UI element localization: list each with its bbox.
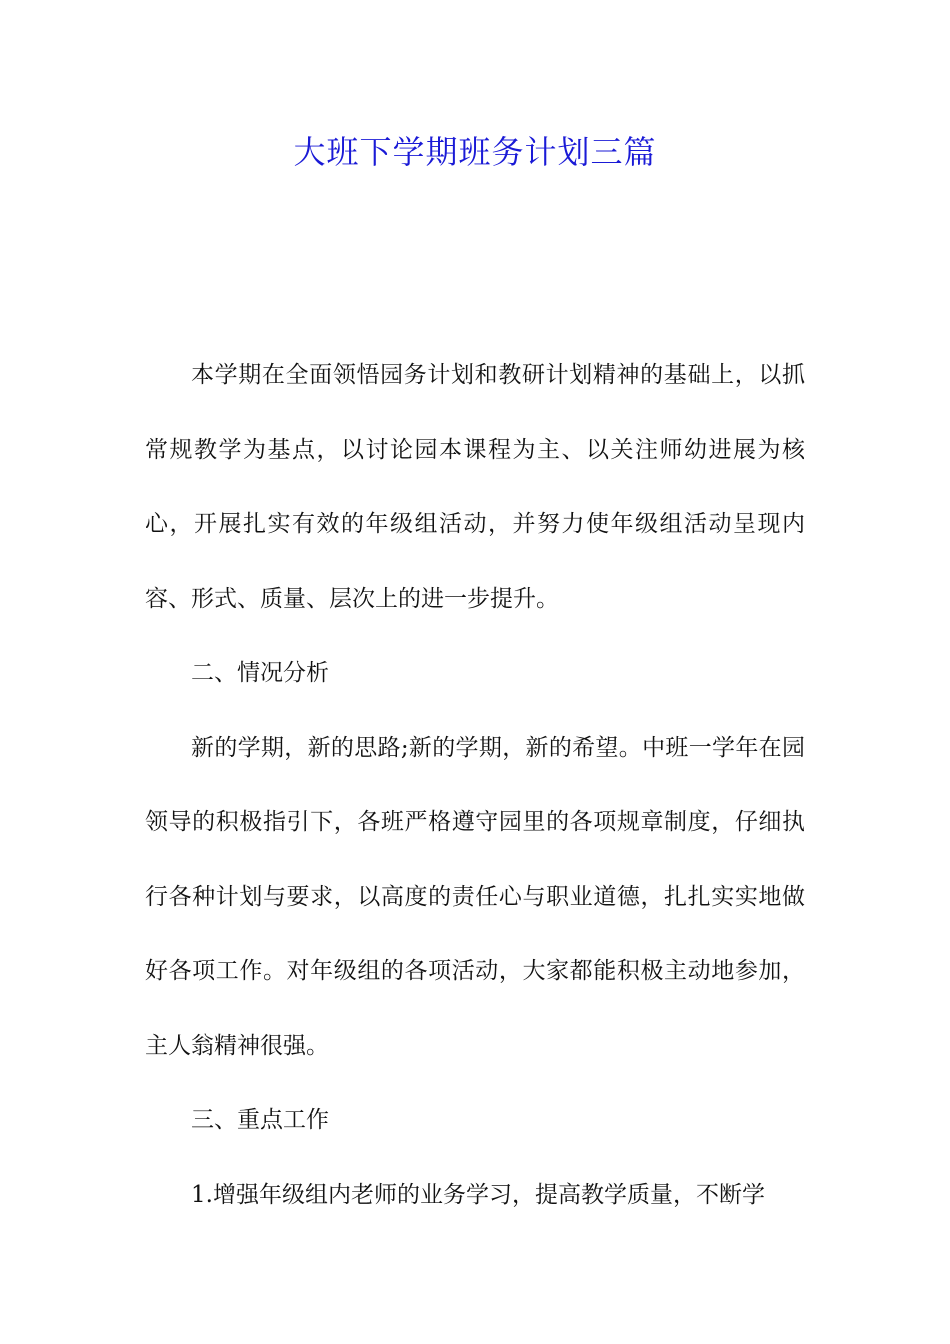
heading-situation-analysis: 二、情况分析	[191, 660, 329, 686]
paragraph-intro: 本学期在全面领悟园务计划和教研计划精神的基础上，以抓常规教学为基点，以讨论园本课程为主、以关注师幼进展为核心，开展扎实有效的年级组活动，并努力使年级组活动呈现内容、形式、质量、层次上的进一步提升。	[145, 362, 805, 612]
paragraph-situation: 新的学期，新的思路;新的学期，新的希望。中班一学年在园领导的积极指引下，各班严格遵守园里的各项规章制度，仔细执行各种计划与要求，以高度的责任心与职业道德，扎扎实实地做好各项工作。对年级组的各项活动，大家都能积极主动地参加，主人翁精神很强。	[145, 734, 805, 1059]
document-title: 大班下学期班务计划三篇	[293, 133, 657, 171]
heading-key-work: 三、重点工作	[191, 1107, 329, 1133]
document-body	[145, 338, 805, 1232]
paragraph-key-work-1: 1.增强年级组内老师的业务学习，提高教学质量，不断学	[191, 1181, 765, 1208]
